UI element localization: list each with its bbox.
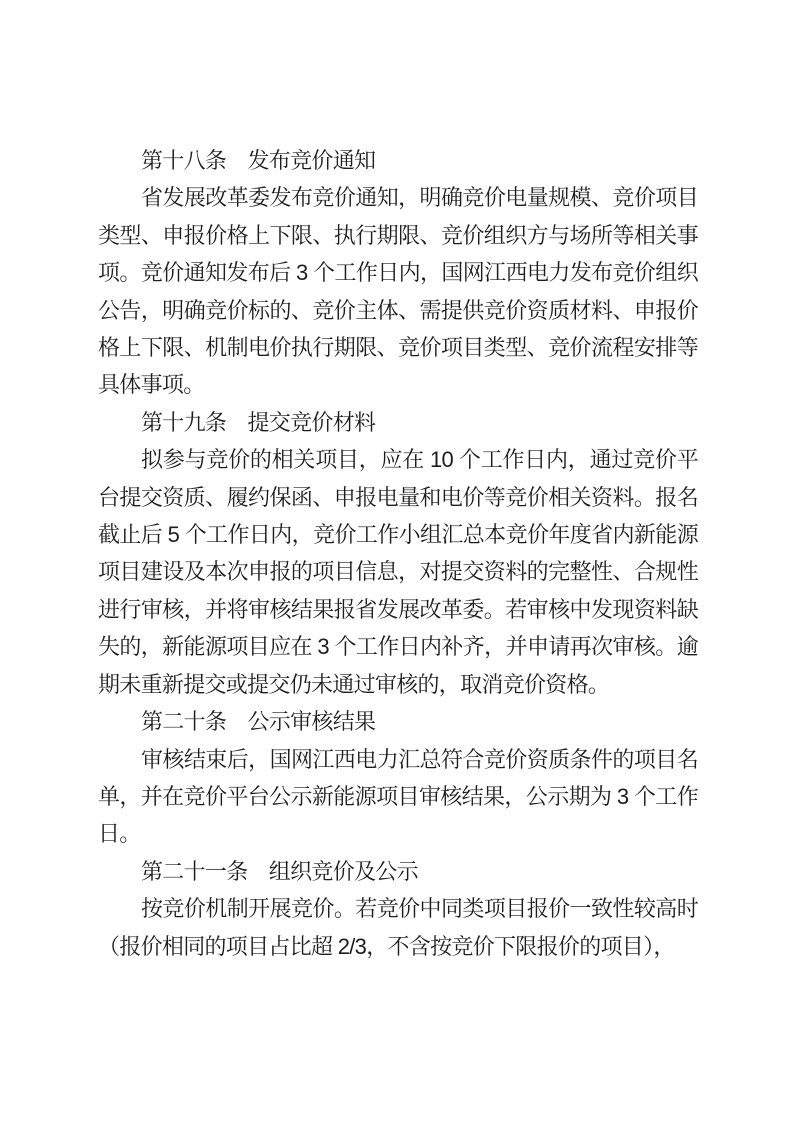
- article-20-heading: 第二十条 公示审核结果: [141, 709, 376, 735]
- article-21-heading: 第二十一条 组织竞价及公示: [141, 858, 418, 884]
- article-section-19: [98, 404, 698, 703]
- article-18-body: 省发展改革委发布竞价通知，明确竞价电量规模、竞价项目类型、申报价格上下限、执行期限、竞价组织方与场所等相关事项。竞价通知发布后 3 个工作日内，国网江西电力发布竞价组织公告，明确竞价标的、竞价主体、需提供竞价资质材料、申报价格上下限、机制电价执行期限、竞价项目类型、竞价流程安排等具体事项。: [98, 185, 698, 398]
- article-19-heading: 第十九条 提交竞价材料: [141, 409, 376, 435]
- article-19-body: 拟参与竞价的相关项目，应在 10 个工作日内，通过竞价平台提交资质、履约保函、申报电量和电价等竞价相关资料。报名截止后 5 个工作日内，竞价工作小组汇总本竞价年度省内新能源项目建设及本次申报的项目信息，对提交资料的完整性、合规性进行审核，并将审核结果报省发展改革委。若审核中发现资料缺失的，新能源项目应在 3 个工作日内补齐，并申请再次审核。逾期未重新提交或提交仍未通过审核的，取消竞价资格。: [98, 447, 698, 697]
- article-18-heading: 第十八条 发布竞价通知: [141, 148, 376, 173]
- article-20-body: 审核结束后，国网江西电力汇总符合竞价资质条件的项目名单，并在竞价平台公示新能源项目审核结果，公示期为 3 个工作日。: [98, 746, 698, 847]
- article-section-20: [98, 703, 698, 853]
- article-section-18: [98, 142, 698, 404]
- document-body: [98, 142, 698, 965]
- article-section-21: [98, 853, 698, 965]
- article-21-body: 按竞价机制开展竞价。若竞价中同类项目报价一致性较高时（报价相同的项目占比超 2/3，不含按竞价下限报价的项目），: [98, 896, 698, 959]
